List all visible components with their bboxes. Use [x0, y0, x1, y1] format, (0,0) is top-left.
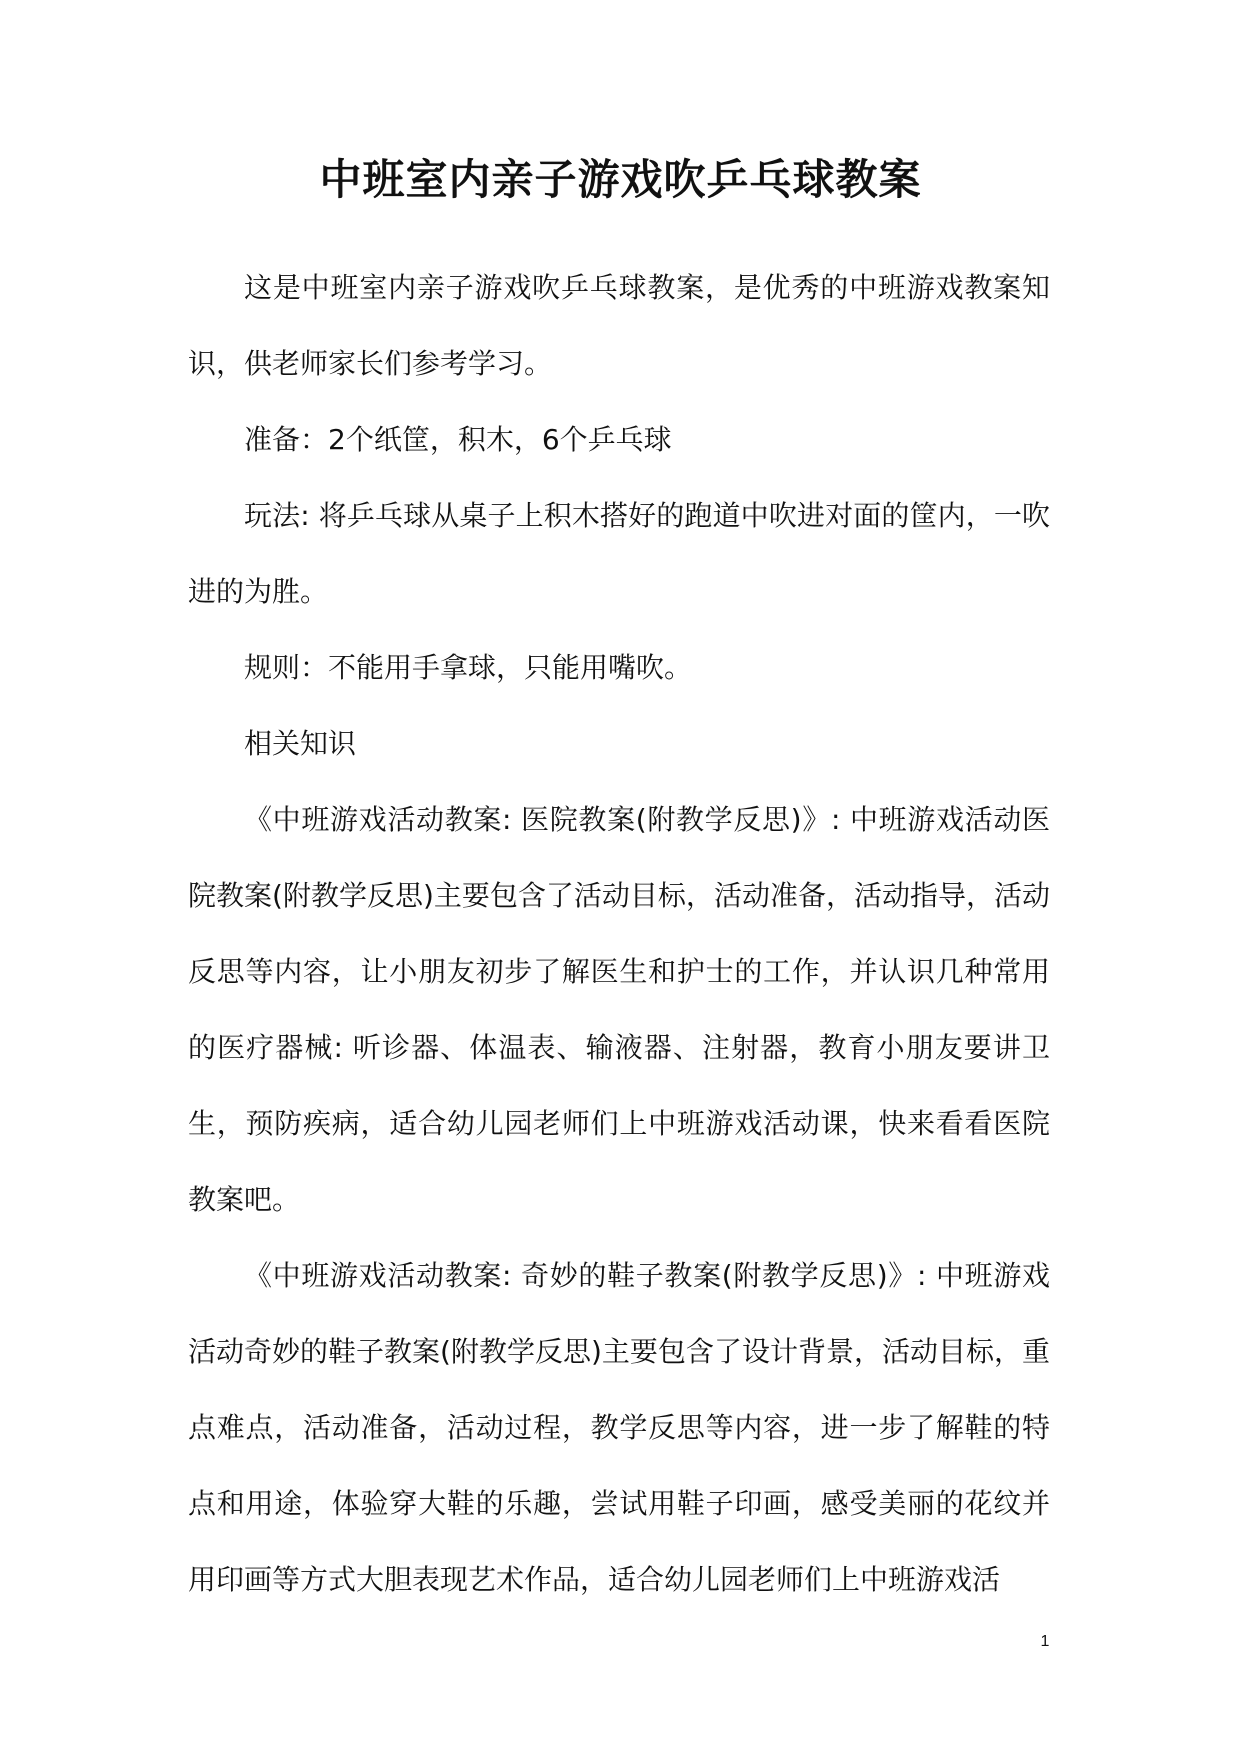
paragraph-hospital-lesson: 《中班游戏活动教案: 医院教案(附教学反思)》: 中班游戏活动医院教案(附教学反思)主要包含了活动目标，活动准备，活动指导，活动反思等内容，让小朋友初步了解医生和护士的工作，并认识几种常用的医疗器械: 听诊器、体温表、输液器、注射器，教育小朋友要讲卫生，预防疾病，适合幼儿园老师们上中班游戏活动课，快来看看医院教案吧。 [188, 803, 1050, 1216]
paragraph-related-heading: 相关知识 [244, 727, 357, 760]
document-title: 中班室内亲子游戏吹乒乓球教案 [319, 155, 922, 204]
paragraph-intro: 这是中班室内亲子游戏吹乒乓球教案，是优秀的中班游戏教案知识，供老师家长们参考学习。 [188, 271, 1050, 380]
document-body [188, 250, 1050, 1618]
paragraph-gameplay: 玩法: 将乒乓球从桌子上积木搭好的跑道中吹进对面的筐内，一吹进的为胜。 [188, 499, 1050, 608]
paragraph-preparation: 准备：2个纸筐，积木，6个乒乓球 [244, 423, 672, 456]
paragraph-rules: 规则：不能用手拿球，只能用嘴吹。 [244, 651, 693, 684]
paragraph-shoes-lesson: 《中班游戏活动教案: 奇妙的鞋子教案(附教学反思)》: 中班游戏活动奇妙的鞋子教案(附教学反思)主要包含了设计背景，活动目标，重点难点，活动准备，活动过程，教学反思等内容，进一步了解鞋的特点和用途，体验穿大鞋的乐趣，尝试用鞋子印画，感受美丽的花纹并用印画等方式大胆表现艺术作品，适合幼儿园老师们上中班游戏活 [188, 1259, 1050, 1596]
page-number: 1 [1040, 1633, 1050, 1650]
